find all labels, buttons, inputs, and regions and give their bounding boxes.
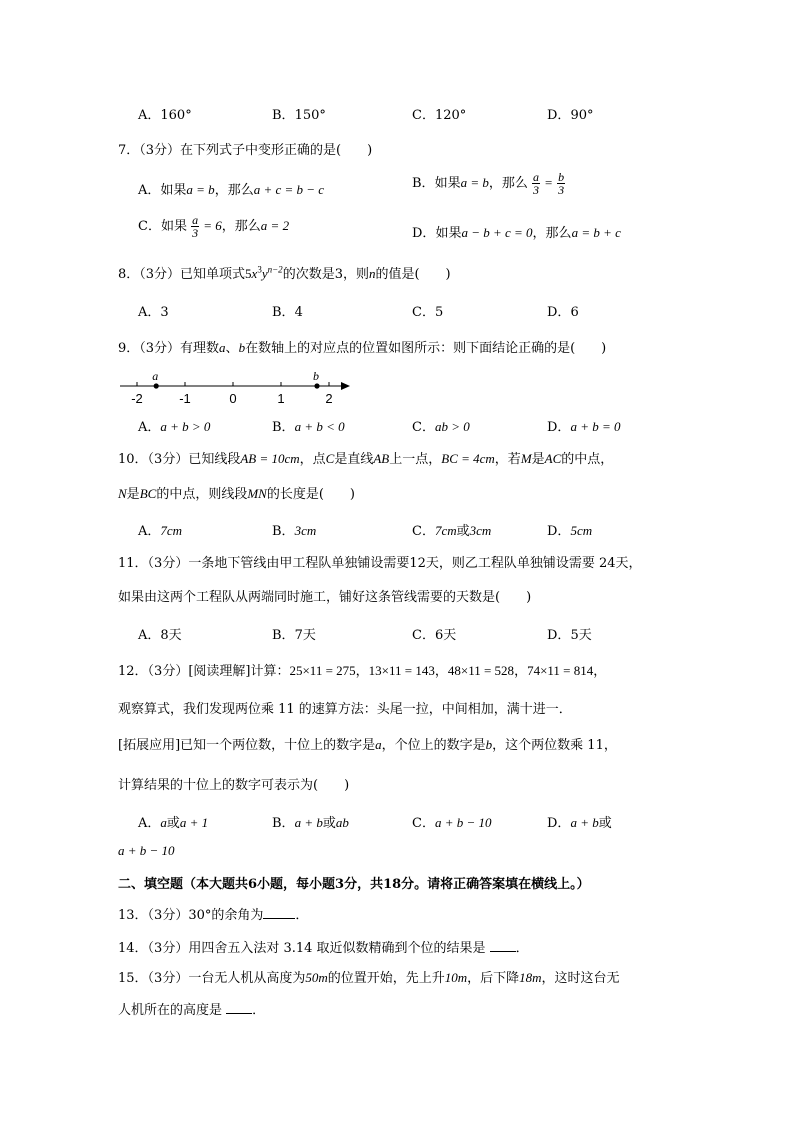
q7b-fraction-right: $\frac{b}{3}$	[558, 170, 565, 197]
q7-option-a: A．如果a = b，那么a + c = b − c	[138, 182, 325, 198]
q15-stem-line1: 15．（3分）一台无人机从高度为50m的位置开始，先上升10m，后下降18m，这时这台无	[118, 970, 620, 986]
q15-stem-line2: 人机所在的高度是 ．	[118, 1003, 266, 1018]
q10-stem-line1: 10．（3分）已知线段AB = 10cm，点C是直线AB上一点，BC = 4cm，若M是AC的中点，	[118, 451, 614, 467]
q11-option-a: A．8天	[138, 628, 182, 643]
q13-answer-blank[interactable]	[263, 906, 295, 919]
q10-option-b: B．3cm	[272, 523, 317, 539]
q9-option-b: B．a + b < 0	[272, 419, 345, 435]
q7b-fraction-left: $\frac{a}{3}$	[533, 170, 540, 197]
q9-option-c: C．ab > 0	[412, 419, 470, 435]
q15-answer-blank[interactable]	[226, 1001, 252, 1014]
q12-stem-line4: 计算结果的十位上的数字可表示为( )	[118, 778, 350, 793]
q6-option-d: D．90°	[547, 108, 594, 123]
number-line-tick-label: 0	[229, 391, 237, 406]
q12-option-d-wrap: a + b − 10	[118, 843, 175, 858]
q12-option-b: B．a + b或ab	[272, 815, 349, 831]
q11-option-d: D．5天	[547, 628, 592, 643]
q9-option-a: A．a + b > 0	[138, 419, 211, 435]
q12-option-a: A．a或a + 1	[138, 815, 209, 831]
q10-option-c: C．7cm或3cm	[412, 523, 492, 539]
q6-option-a: A．160°	[138, 108, 192, 123]
q11-stem-line2: 如果由这两个工程队从两端同时施工，铺好这条管线需要的天数是( )	[118, 590, 532, 605]
q6-option-c: C．120°	[412, 108, 467, 123]
point-b-dot	[314, 383, 319, 388]
number-line-figure	[112, 366, 362, 408]
q14-answer-blank[interactable]	[490, 939, 516, 952]
q8-option-c: C．5	[412, 305, 444, 320]
q12-stem-line3: [拓展应用]已知一个两位数，十位上的数字是a，个位上的数字是b，这个两位数乘 11，	[118, 737, 617, 753]
section-heading-fill-in: 二、填空题（本大题共6小题，每小题3分，共18分。请将正确答案填在横线上。）	[118, 877, 590, 892]
q12-stem-line2: 观察算式，我们发现两位乘 11 的速算方法：头尾一拉，中间相加，满十进一．	[118, 702, 572, 717]
q7-stem: 7．（3分）在下列式子中变形正确的是( )	[118, 143, 373, 158]
q7c-fraction: $\frac{a}{3}$	[192, 213, 199, 240]
number-line-tick-label: -1	[179, 391, 191, 406]
number-line-tick-label: 2	[325, 391, 333, 406]
number-line-tick-label: 1	[277, 391, 285, 406]
q8-option-d: D．6	[547, 305, 579, 320]
q8-option-b: B．4	[272, 305, 303, 320]
q12-stem-line1: 12．（3分）[阅读理解]计算：25×11 = 275，13×11 = 143，48×11 = 528，74×11 = 814，	[118, 663, 607, 679]
q13-stem: 13．（3分）30°的余角为 ．	[118, 908, 309, 923]
q6-option-b: B．150°	[272, 108, 326, 123]
q8-option-a: A．3	[138, 305, 169, 320]
q11-option-b: B．7天	[272, 628, 316, 643]
number-line-tick-label: -2	[131, 391, 143, 406]
point-b-label: b	[313, 369, 319, 383]
point-a-dot	[154, 383, 159, 388]
point-a-label: a	[152, 369, 159, 383]
q14-stem: 14．（3分）用四舍五入法对 3.14 取近似数精确到个位的结果是 ．	[118, 941, 529, 956]
number-line-arrow-icon	[341, 382, 350, 390]
q7-option-d: D．如果a − b + c = 0，那么a = b + c	[412, 225, 621, 241]
q9-stem: 9．（3分）有理数a、b在数轴上的对应点的位置如图所示：则下面结论正确的是( )	[118, 340, 607, 356]
q10-option-d: D．5cm	[547, 523, 593, 539]
q12-option-c: C．a + b − 10	[412, 815, 492, 831]
q12-option-d: D．a + b或	[547, 815, 612, 831]
q8-stem: 8．（3分）已知单项式$5x^3y^{n-2}$的次数是3，则n的值是( )	[118, 264, 451, 282]
q11-option-c: C．6天	[412, 628, 457, 643]
q10-stem-line2: N是BC的中点，则线段MN的长度是( )	[118, 486, 355, 502]
q11-stem-line1: 11．（3分）一条地下管线由甲工程队单独铺设需要12天，则乙工程队单独铺设需要 24天，	[118, 556, 642, 571]
q7-option-c: C．如果 $\frac{a}{3}$ = 6，那么a = 2	[138, 213, 290, 240]
q9-option-d: D．a + b = 0	[547, 419, 621, 435]
q7-option-b: B．如果a = b，那么 $\frac{a}{3}$ = $\frac{b}{3}$	[412, 170, 565, 197]
q10-option-a: A．7cm	[138, 523, 183, 539]
